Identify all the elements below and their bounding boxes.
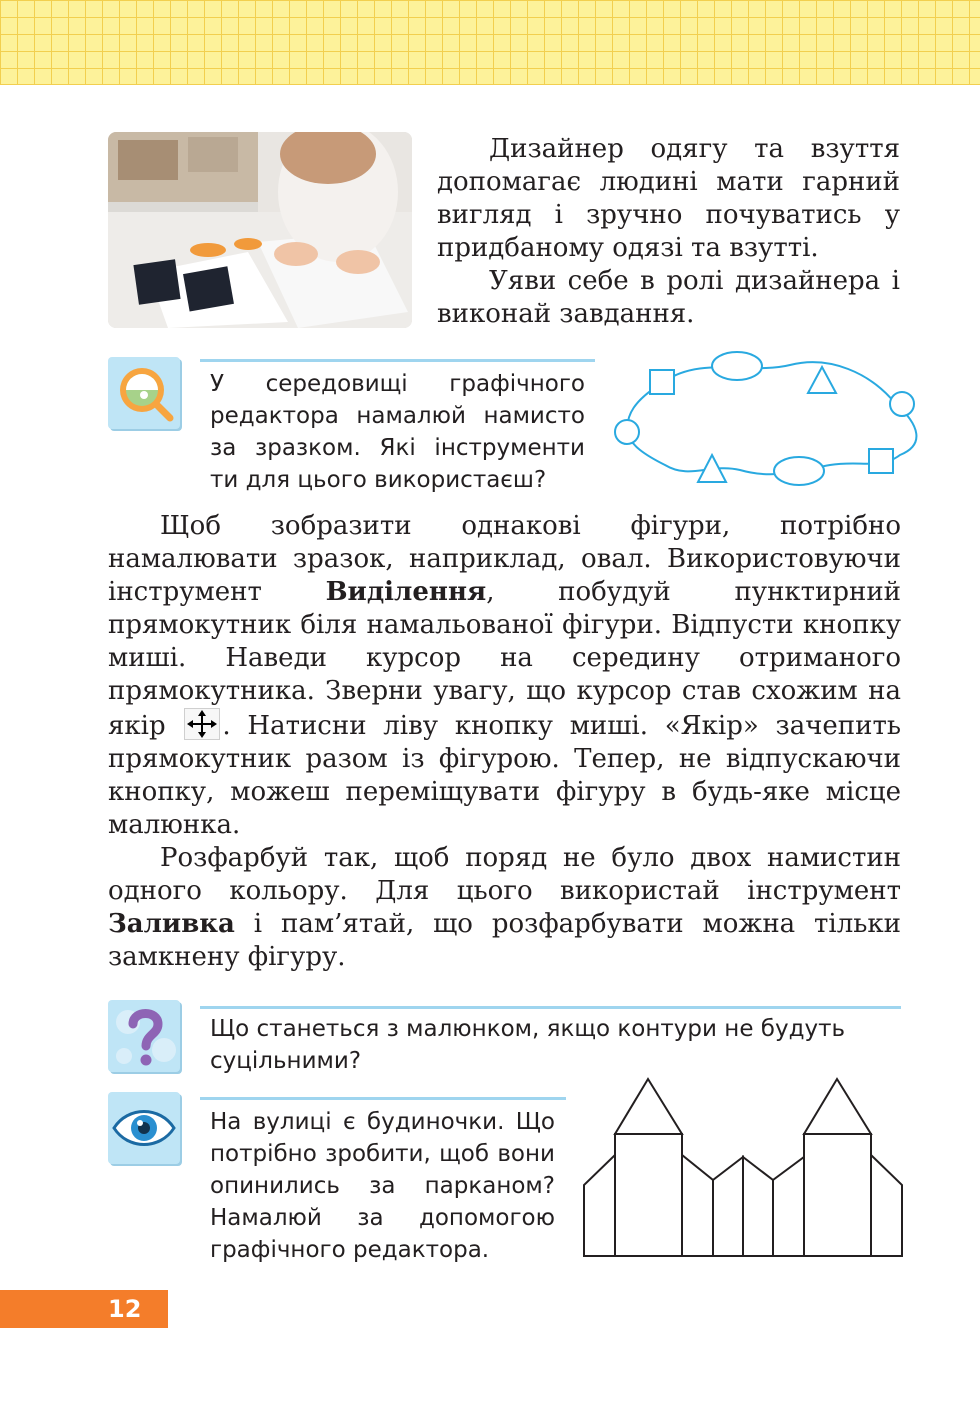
necklace-oval-bead <box>774 457 824 485</box>
fence-board <box>682 1155 713 1256</box>
anchor-cursor-icon <box>184 708 220 740</box>
instruction-paragraph-2: Розфарбуй так, щоб поряд не було двох намистин одного кольору. Для цього використай інструмент Заливка і пам’ятай, що розфарбувати можна тільки замкнену фігуру. <box>108 843 901 972</box>
task-icon-eye <box>108 1092 180 1164</box>
necklace-triangle-bead <box>808 367 836 393</box>
fence-board <box>743 1157 773 1256</box>
left-tower-roof <box>615 1079 682 1134</box>
eye-icon <box>108 1092 180 1164</box>
task3-divider <box>200 1097 566 1100</box>
tool-name-selection: Виділення <box>325 577 487 607</box>
necklace-circle-bead <box>615 420 639 444</box>
right-tower <box>804 1134 871 1256</box>
instruction-paragraph-1: Щоб зобразити однакові фігури, потрібно намалювати зразок, наприклад, овал. Використовуючи інструмент Виділення, побудуй пунктирний прямокутник біля намальованої фігури. Відпусти кнопку миші. Наведи курсор на середину отриманого прямокутника. Зверни увагу, що курсор став схожим на якір . Натисни ліву кнопку миші. «Якір» зачепить прямокутник разом із фігурою. Тепер, не відпускаючи кнопку, можеш переміщувати фігуру в будь-яке місце малюнка. <box>108 511 901 840</box>
task2-divider <box>200 1006 901 1009</box>
necklace-sample <box>600 345 930 495</box>
intro-paragraph-2: Уяви себе в ролі дизайнера і виконай завдання. <box>437 266 900 329</box>
necklace-oval-bead <box>712 352 762 380</box>
houses-drawing <box>580 1075 906 1260</box>
task-icon-question <box>108 1000 180 1072</box>
page-number: 12 <box>0 1290 168 1328</box>
task1-divider <box>200 359 595 362</box>
magnifier-icon <box>108 357 180 429</box>
intro-paragraph-1: Дизайнер одягу та взуття допомагає людині мати гарний вигляд і зручно почуватись у придбаному одязі та взутті. <box>437 134 900 263</box>
task2-text: Що станеться з малюнком, якщо контури не будуть суцільними? <box>210 1016 846 1074</box>
necklace-square-bead <box>650 370 674 394</box>
tool-name-fill: Заливка <box>108 909 235 939</box>
task3-text: На вулиці є будиночки. Що потрібно зробити, щоб вони опинились за парканом? Намалюй за допомогою графічного редактора. <box>210 1109 555 1263</box>
left-tower <box>615 1134 682 1256</box>
task-icon-magnifier <box>108 357 180 429</box>
intro-text <box>437 133 900 331</box>
header-grid-band <box>0 0 980 85</box>
necklace-circle-bead <box>890 392 914 416</box>
left-house-wall <box>584 1155 615 1256</box>
fence-board <box>713 1157 743 1256</box>
designer-photo <box>108 132 412 328</box>
task1-text: У середовищі графічного редактора намалюй намисто за зразком. Які інструменти ти для цього використаєш? <box>210 371 585 493</box>
main-instructions <box>108 510 901 974</box>
right-house-wall <box>871 1155 902 1256</box>
question-mark-icon <box>108 1000 180 1072</box>
fence-board <box>773 1157 804 1256</box>
right-tower-roof <box>804 1079 871 1134</box>
necklace-square-bead <box>869 449 893 473</box>
